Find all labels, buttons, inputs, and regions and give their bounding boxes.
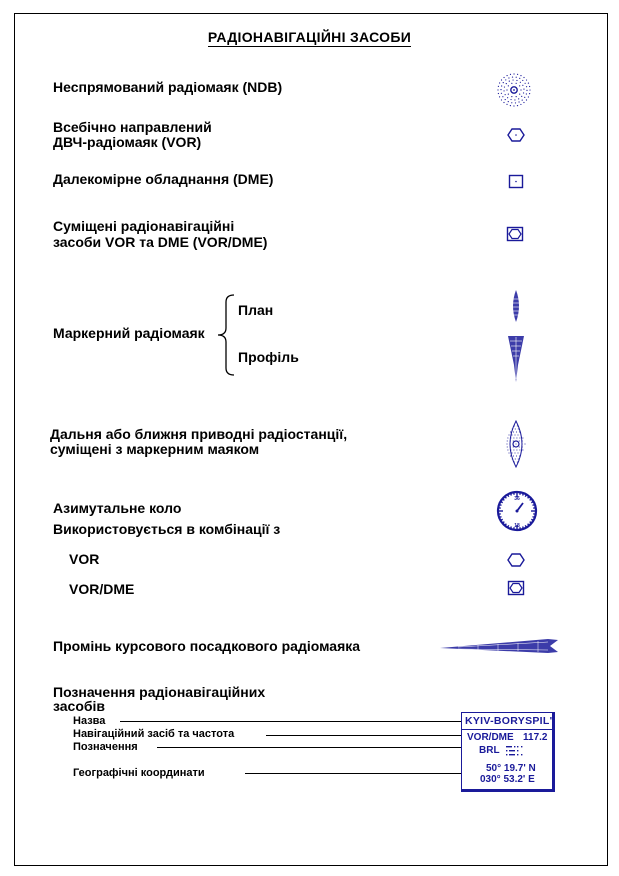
ndb-dot: [516, 83, 517, 84]
ndb-dot: [526, 79, 527, 80]
locator-dot: [510, 446, 511, 447]
leader-line-coords: [245, 773, 462, 774]
locator-dot: [520, 452, 521, 453]
marker-label: Маркерний радіомаяк: [53, 325, 205, 341]
ndb-dot: [508, 101, 509, 102]
ndb-dot: [518, 101, 519, 102]
locator-dot: [507, 446, 508, 447]
ndb-dot: [503, 82, 504, 83]
marker-brace: [214, 294, 236, 376]
ndb-dot: [511, 102, 512, 103]
locator-dot: [519, 440, 520, 441]
locator-dot: [507, 437, 508, 438]
ndb-dot: [511, 96, 512, 97]
locator-dot: [517, 425, 518, 426]
compass-tick: [533, 517, 535, 518]
localizer-label: Промінь курсового посадкового радіомаяка: [53, 638, 361, 654]
ndb-dot: [501, 99, 502, 100]
designation-box: [461, 712, 555, 792]
combo-vordme-icon: [507, 580, 525, 596]
ndb-dot: [505, 94, 506, 95]
ndb-dot: [523, 88, 524, 89]
locator-dot: [520, 434, 521, 435]
ndb-dot: [501, 85, 502, 86]
ndb-dot: [501, 79, 502, 80]
ndb-label: Неспрямований радіомаяк (NDB): [53, 79, 283, 95]
ndb-dot: [506, 89, 507, 90]
combo-vor-hexagon-icon: [507, 552, 525, 568]
locator-dot: [510, 431, 511, 432]
vordme-symbol-icon: [506, 226, 524, 242]
compass-tick: [499, 517, 501, 518]
box-longitude: 030° 53.2' E: [480, 774, 535, 785]
ndb-symbol-icon: [496, 72, 532, 108]
combo-vor-label: VOR: [69, 551, 100, 567]
compass-south-mark: 18: [514, 523, 520, 529]
ndb-dot: [512, 79, 513, 80]
locator-dot: [512, 458, 513, 459]
ndb-dot: [526, 90, 527, 91]
locator-dot: [514, 434, 515, 435]
locator-dot: [519, 431, 520, 432]
locator-dot: [519, 446, 520, 447]
box-name: KYIV-BORYSPIL': [465, 715, 553, 727]
locator-dot: [522, 437, 523, 438]
locator-dot: [518, 458, 519, 459]
ndb-dot: [497, 89, 498, 90]
leader-line-ident: [157, 747, 462, 748]
locator-dot: [519, 449, 520, 450]
combo-label: Використовується в комбінації з: [53, 521, 281, 537]
ndb-dot: [520, 82, 521, 83]
locator-dot: [508, 452, 509, 453]
ndb-dot: [523, 92, 524, 93]
ndb-dot: [510, 105, 511, 106]
locator-marker-icon: [503, 420, 529, 468]
morse-code-icon: [505, 745, 539, 757]
ndb-dot: [522, 85, 523, 86]
designation-facility-label: Навігаційний засіб та частота: [73, 728, 235, 740]
ndb-dot: [513, 105, 514, 106]
ndb-dot: [528, 82, 529, 83]
vor-hexagon-icon: [507, 127, 525, 143]
ndb-dot: [518, 98, 519, 99]
locator-dot: [510, 440, 511, 441]
ndb-dot: [503, 77, 504, 78]
locator-dot: [514, 452, 515, 453]
leader-line-name: [120, 721, 462, 722]
ndb-dot: [503, 90, 504, 91]
locator-dot: [508, 434, 509, 435]
ndb-dot: [511, 83, 512, 84]
combo-vordme-label: VOR/DME: [69, 581, 135, 597]
marker-plan-icon: [508, 289, 524, 323]
ndb-dot: [506, 104, 507, 105]
ndb-dot: [507, 97, 508, 98]
compass-tick: [533, 505, 535, 506]
locator-dot: [522, 440, 523, 441]
ndb-dot: [520, 104, 521, 105]
locator-dot: [515, 443, 516, 444]
compass-tick: [511, 527, 512, 529]
designation-label-line1: Позначення радіонавігаційних: [53, 684, 266, 700]
locator-dot: [513, 431, 514, 432]
ndb-dot: [508, 85, 509, 86]
locator-dot: [522, 446, 523, 447]
dme-square-icon: [508, 174, 524, 189]
designation-ident-label: Позначення: [73, 741, 138, 753]
designation-coords-label: Географічні координати: [73, 767, 205, 779]
ndb-dot: [526, 99, 527, 100]
designation-label-line2: засобів: [53, 698, 106, 714]
marker-profile-label: Профіль: [238, 349, 299, 365]
vordme-label-line2: засоби VOR та DME (VOR/DME): [53, 234, 268, 250]
ndb-dot: [501, 93, 502, 94]
locator-label-line2: суміщені з маркерним маяком: [50, 441, 260, 457]
ndb-dot: [516, 80, 517, 81]
dme-label: Далекомірне обладнання (DME): [53, 171, 274, 187]
locator-dot: [517, 434, 518, 435]
locator-dot: [517, 452, 518, 453]
locator-dot: [510, 449, 511, 450]
ndb-dot: [499, 96, 500, 97]
locator-dot: [516, 455, 517, 456]
compass-rose-icon: [495, 489, 539, 533]
ndb-dot: [523, 102, 524, 103]
box-ident: BRL: [479, 745, 500, 756]
ndb-dot: [521, 96, 522, 97]
ndb-dot: [514, 99, 515, 100]
locator-dot: [517, 461, 518, 462]
locator-dot: [509, 443, 510, 444]
ndb-dot: [513, 73, 514, 74]
compass-tick: [523, 527, 524, 529]
marker-plan-label: План: [238, 302, 274, 318]
box-frequency: 117.2: [523, 732, 548, 743]
locator-dot: [510, 437, 511, 438]
ndb-dot: [516, 77, 517, 78]
locator-dot: [521, 443, 522, 444]
locator-dot: [513, 455, 514, 456]
ndb-dot: [517, 74, 518, 75]
ndb-dot: [522, 80, 523, 81]
localizer-beam-icon: [438, 636, 560, 656]
locator-dot: [515, 428, 516, 429]
locator-dot: [512, 428, 513, 429]
ndb-dot: [512, 76, 513, 77]
locator-dot: [511, 452, 512, 453]
locator-dot: [506, 443, 507, 444]
ndb-dot: [520, 89, 521, 90]
ndb-dot: [503, 102, 504, 103]
ndb-dot: [508, 77, 509, 78]
ndb-dot: [522, 99, 523, 100]
ndb-dot: [519, 78, 520, 79]
ndb-dot: [517, 105, 518, 106]
vor-label-line1: Всебічно направлений: [53, 119, 212, 135]
ndb-dot: [508, 94, 509, 95]
ndb-dot: [520, 75, 521, 76]
ndb-dot: [528, 96, 529, 97]
ndb-dot: [529, 89, 530, 90]
vordme-label-line1: Суміщені радіонавігаційні: [53, 218, 235, 234]
locator-dot: [507, 440, 508, 441]
ndb-dot: [504, 86, 505, 87]
leader-line-facility: [266, 735, 462, 736]
compass-tick: [523, 493, 524, 495]
ndb-dot: [515, 102, 516, 103]
ndb-dot: [505, 99, 506, 100]
ndb-dot: [529, 86, 530, 87]
locator-dot: [514, 425, 515, 426]
ndb-dot: [506, 75, 507, 76]
ndb-dot: [524, 97, 525, 98]
ndb-dot: [498, 93, 499, 94]
locator-dot: [519, 455, 520, 456]
compass-tick: [499, 505, 501, 506]
locator-dot: [524, 443, 525, 444]
compass-north-mark: 36: [514, 496, 520, 502]
ndb-dot: [509, 81, 510, 82]
ndb-dot: [498, 86, 499, 87]
vor-label-line2: ДВЧ-радіомаяк (VOR): [53, 134, 202, 150]
locator-dot: [514, 461, 515, 462]
locator-dot: [516, 431, 517, 432]
box-latitude: 50° 19.7' N: [486, 763, 536, 774]
ndb-dot: [500, 89, 501, 90]
ndb-dot: [519, 94, 520, 95]
locator-label-line1: Дальня або ближня приводні радіостанції,: [50, 426, 348, 442]
compass-label: Азимутальне коло: [53, 500, 182, 516]
marker-profile-icon: [506, 335, 526, 383]
ndb-dot: [505, 79, 506, 80]
ndb-dot: [516, 96, 517, 97]
ndb-dot: [510, 99, 511, 100]
locator-dot: [518, 428, 519, 429]
ndb-dot: [502, 96, 503, 97]
locator-dot: [511, 434, 512, 435]
locator-dot: [516, 449, 517, 450]
page-title: РАДІОНАВІГАЦІЙНІ ЗАСОБИ: [207, 29, 412, 45]
locator-dot: [513, 437, 514, 438]
designation-name-label: Назва: [73, 715, 106, 727]
locator-dot: [516, 437, 517, 438]
locator-dot: [515, 458, 516, 459]
ndb-dot: [523, 77, 524, 78]
ndb-dot: [526, 93, 527, 94]
box-facility: VOR/DME: [467, 732, 514, 743]
ndb-dot: [529, 93, 530, 94]
ndb-dot: [506, 83, 507, 84]
locator-dot: [507, 449, 508, 450]
locator-dot: [522, 449, 523, 450]
compass-tick: [511, 493, 512, 495]
ndb-dot: [510, 74, 511, 75]
locator-dot: [510, 455, 511, 456]
ndb-dot: [519, 85, 520, 86]
locator-dot: [519, 437, 520, 438]
ndb-dot: [526, 86, 527, 87]
ndb-dot: [499, 82, 500, 83]
box-divider: [462, 729, 554, 730]
locator-dot: [513, 449, 514, 450]
ndb-dot: [525, 83, 526, 84]
